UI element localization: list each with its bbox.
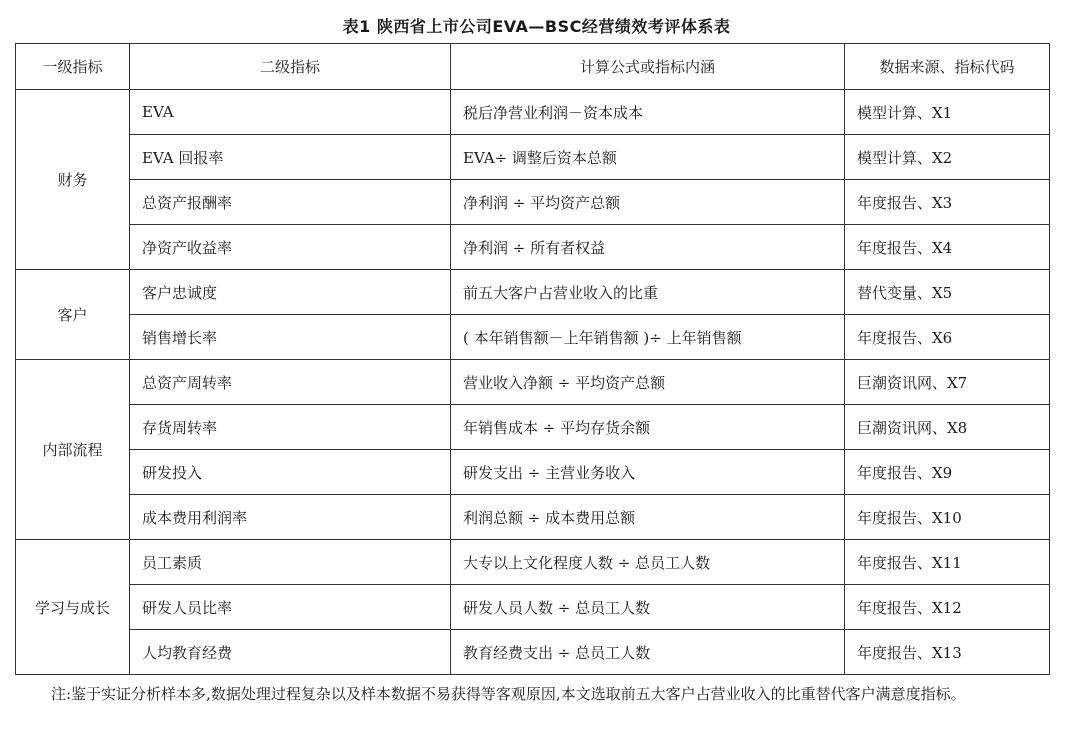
group-learning-growth: 学习与成长 bbox=[16, 540, 130, 675]
indicator-cell: 研发投入 bbox=[130, 450, 451, 495]
source-cell: 模型计算、X2 bbox=[845, 135, 1050, 180]
indicator-cell: 净资产收益率 bbox=[130, 225, 451, 270]
evaluation-table bbox=[15, 43, 1050, 675]
formula-cell: 营业收入净额 ÷ 平均资产总额 bbox=[451, 360, 845, 405]
table-row bbox=[16, 135, 1050, 180]
indicator-cell: 客户忠诚度 bbox=[130, 270, 451, 315]
source-cell: 年度报告、X6 bbox=[845, 315, 1050, 360]
formula-cell: ( 本年销售额－上年销售额 )÷ 上年销售额 bbox=[451, 315, 845, 360]
indicator-cell: 存货周转率 bbox=[130, 405, 451, 450]
table-row bbox=[16, 315, 1050, 360]
table-row bbox=[16, 360, 1050, 405]
header-level2: 二级指标 bbox=[130, 44, 451, 90]
table-row bbox=[16, 630, 1050, 675]
indicator-cell: EVA bbox=[130, 90, 451, 135]
indicator-cell: 总资产周转率 bbox=[130, 360, 451, 405]
indicator-cell: 研发人员比率 bbox=[130, 585, 451, 630]
source-cell: 巨潮资讯网、X7 bbox=[845, 360, 1050, 405]
indicator-cell: EVA 回报率 bbox=[130, 135, 451, 180]
source-cell: 巨潮资讯网、X8 bbox=[845, 405, 1050, 450]
source-cell: 年度报告、X3 bbox=[845, 180, 1050, 225]
source-cell: 替代变量、X5 bbox=[845, 270, 1050, 315]
indicator-cell: 销售增长率 bbox=[130, 315, 451, 360]
formula-cell: 净利润 ÷ 所有者权益 bbox=[451, 225, 845, 270]
source-cell: 年度报告、X12 bbox=[845, 585, 1050, 630]
table-row bbox=[16, 495, 1050, 540]
formula-cell: 税后净营业利润－资本成本 bbox=[451, 90, 845, 135]
formula-cell: 年销售成本 ÷ 平均存货余额 bbox=[451, 405, 845, 450]
formula-cell: 利润总额 ÷ 成本费用总额 bbox=[451, 495, 845, 540]
header-row bbox=[16, 44, 1050, 90]
indicator-cell: 人均教育经费 bbox=[130, 630, 451, 675]
indicator-cell: 成本费用利润率 bbox=[130, 495, 451, 540]
table-row bbox=[16, 450, 1050, 495]
table-row bbox=[16, 270, 1050, 315]
group-customer: 客户 bbox=[16, 270, 130, 360]
formula-cell: 大专以上文化程度人数 ÷ 总员工人数 bbox=[451, 540, 845, 585]
source-cell: 年度报告、X4 bbox=[845, 225, 1050, 270]
table-row bbox=[16, 180, 1050, 225]
table-row bbox=[16, 585, 1050, 630]
header-formula: 计算公式或指标内涵 bbox=[451, 44, 845, 90]
table-row bbox=[16, 405, 1050, 450]
header-source: 数据来源、指标代码 bbox=[845, 44, 1050, 90]
source-cell: 年度报告、X9 bbox=[845, 450, 1050, 495]
group-finance: 财务 bbox=[16, 90, 130, 270]
indicator-cell: 总资产报酬率 bbox=[130, 180, 451, 225]
table-row bbox=[16, 90, 1050, 135]
footnote: 注:鉴于实证分析样本多,数据处理过程复杂以及样本数据不易获得等客观原因,本文选取前五大客户占营业收入的比重替代客户满意度指标。 bbox=[51, 685, 966, 703]
source-cell: 年度报告、X13 bbox=[845, 630, 1050, 675]
group-internal-process: 内部流程 bbox=[16, 360, 130, 540]
table-row bbox=[16, 225, 1050, 270]
formula-cell: 研发人员人数 ÷ 总员工人数 bbox=[451, 585, 845, 630]
formula-cell: 前五大客户占营业收入的比重 bbox=[451, 270, 845, 315]
formula-cell: 净利润 ÷ 平均资产总额 bbox=[451, 180, 845, 225]
source-cell: 年度报告、X10 bbox=[845, 495, 1050, 540]
formula-cell: 教育经费支出 ÷ 总员工人数 bbox=[451, 630, 845, 675]
formula-cell: EVA÷ 调整后资本总额 bbox=[451, 135, 845, 180]
header-level1: 一级指标 bbox=[16, 44, 130, 90]
source-cell: 模型计算、X1 bbox=[845, 90, 1050, 135]
table-row bbox=[16, 540, 1050, 585]
indicator-cell: 员工素质 bbox=[130, 540, 451, 585]
table-title: 表1 陕西省上市公司EVA—BSC经营绩效考评体系表 bbox=[342, 17, 731, 36]
source-cell: 年度报告、X11 bbox=[845, 540, 1050, 585]
formula-cell: 研发支出 ÷ 主营业务收入 bbox=[451, 450, 845, 495]
